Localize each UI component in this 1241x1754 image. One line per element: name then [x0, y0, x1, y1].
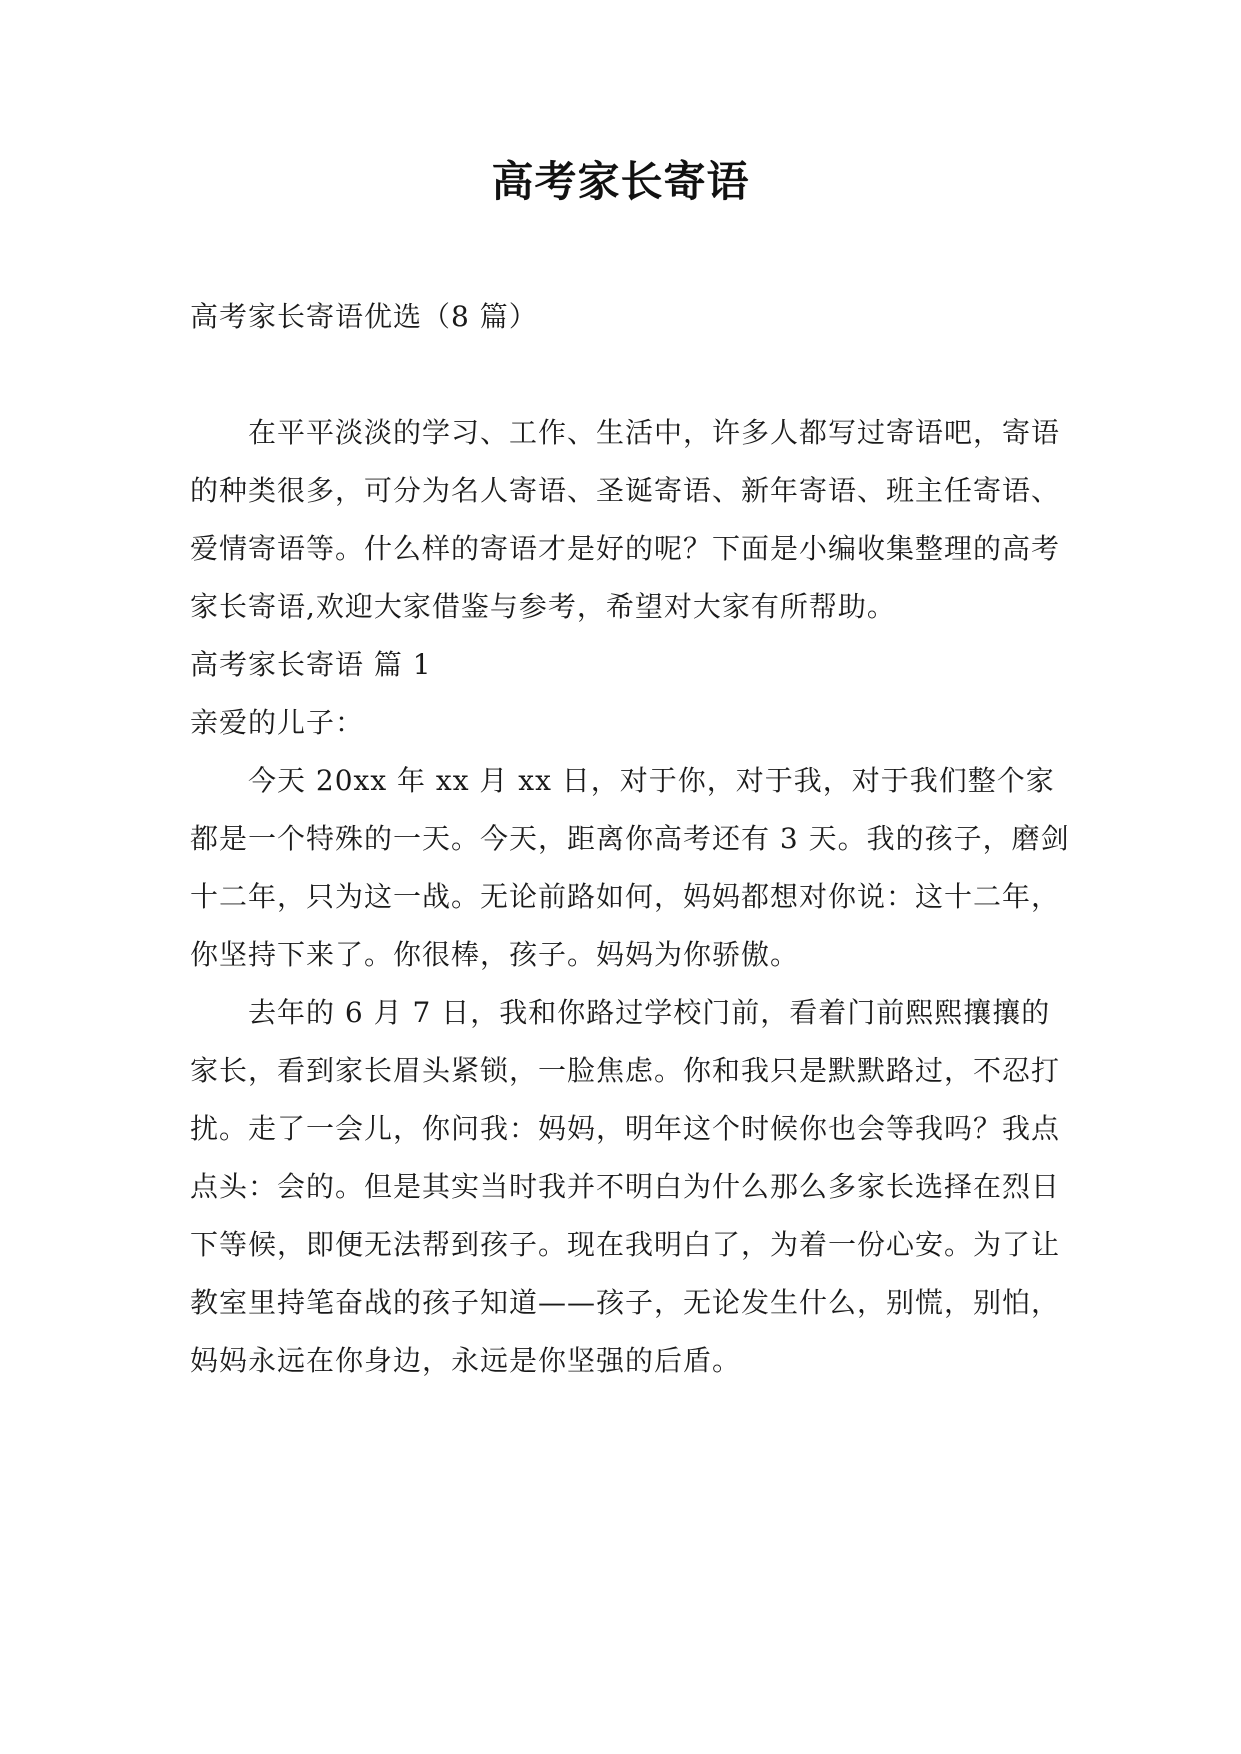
letter-paragraph: 去年的 6 月 7 日，我和你路过学校门前，看着门前熙熙攘攘的家长，看到家长眉头紧锁，一脸焦虑。你和我只是默默路过，不忍打扰。走了一会儿，你问我：妈妈，明年这个时候你也会等我吗？我点点头：会的。但是其实当时我并不明白为什么那么多家长选择在烈日下等候，即便无法帮到孩子。现在我明白了，为着一份心安。为了让教室里持笔奋战的孩子知道——孩子，无论发生什么，别慌，别怕，妈妈永远在你身边，永远是你坚强的后盾。 — [190, 996, 1061, 1377]
document-subtitle: 高考家长寄语优选（8 篇） — [190, 300, 538, 333]
section-heading: 高考家长寄语 篇 1 — [190, 648, 432, 681]
letter-paragraph: 今天 20xx 年 xx 月 xx 日，对于你，对于我，对于我们整个家都是一个特殊的一天。今天，距离你高考还有 3 天。我的孩子，磨剑十二年，只为这一战。无论前路如何，妈妈都想对你说：这十二年，你坚持下来了。你很棒，孩子。妈妈为你骄傲。 — [190, 764, 1070, 971]
intro-paragraph: 在平平淡淡的学习、工作、生活中，许多人都写过寄语吧，寄语的种类很多，可分为名人寄语、圣诞寄语、新年寄语、班主任寄语、爱情寄语等。什么样的寄语才是好的呢？下面是小编收集整理的高考家长寄语,欢迎大家借鉴与参考，希望对大家有所帮助。 — [190, 416, 1061, 623]
document-body — [190, 288, 1070, 1390]
document-title: 高考家长寄语 — [491, 157, 750, 206]
letter-salutation: 亲爱的儿子： — [190, 706, 365, 739]
